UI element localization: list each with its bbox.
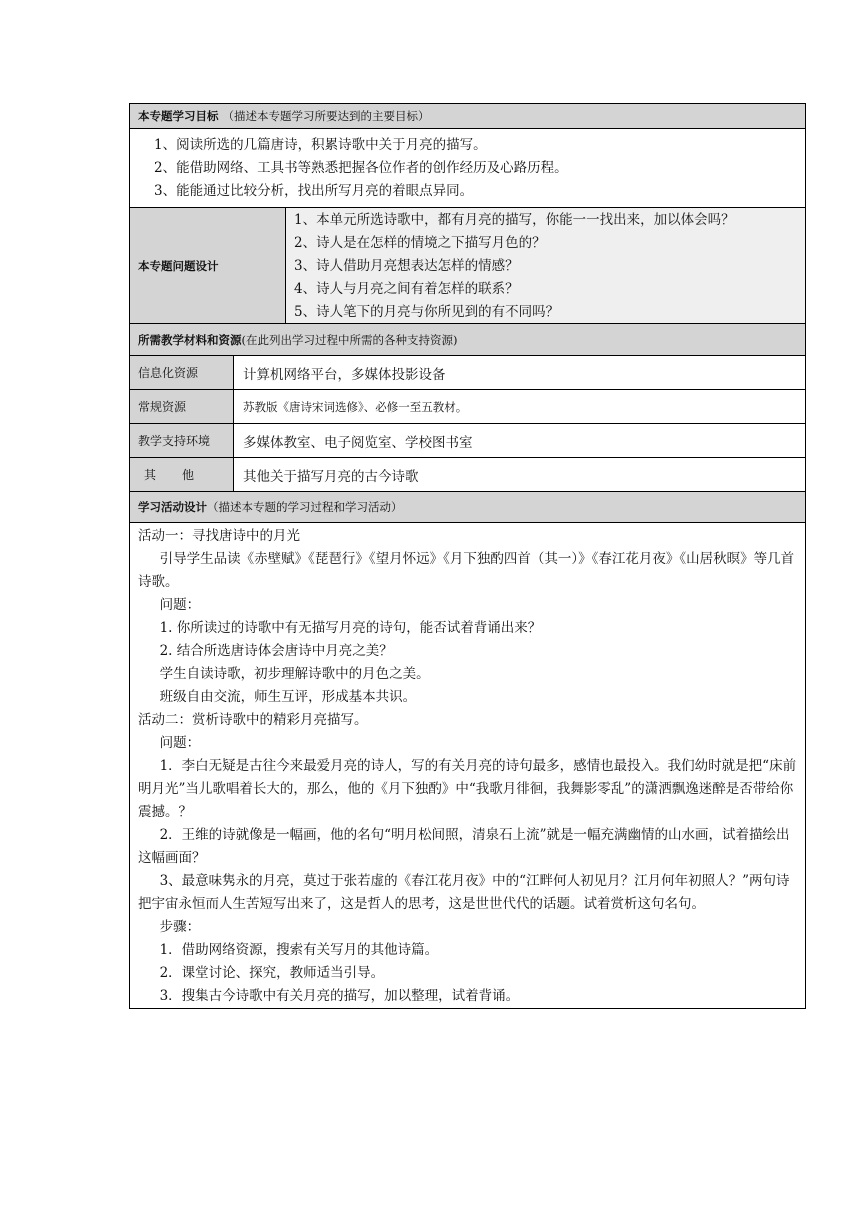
resources-header (130, 324, 805, 356)
activity-body (130, 523, 805, 1008)
resources-header-title: 所需教学材料和资源 (138, 332, 242, 347)
resource-label: 信息化资源 (130, 356, 234, 389)
resource-label-part: 他 (182, 468, 195, 482)
questions-label: 本专题问题设计 (130, 208, 286, 323)
goals-header (130, 104, 805, 129)
activity-header (130, 492, 805, 523)
goal-item: 1、阅读所选的几篇唐诗，积累诗歌中关于月亮的描写。 (154, 137, 487, 153)
resource-value: 计算机网络平台，多媒体投影设备 (243, 366, 446, 383)
activity-paragraph: 班级自由交流，师生互评，形成基本共识。 (159, 689, 417, 705)
questions-list (286, 208, 805, 323)
questions-row (130, 208, 805, 324)
activity-header-title: 学习活动设计 (138, 500, 207, 514)
resources-header-note: (在此列出学习过程中所需的各种支持资源) (241, 332, 458, 347)
resource-label (130, 458, 234, 491)
activity-paragraph: 1．借助网络资源，搜索有关写月的其他诗篇。 (159, 942, 439, 958)
goal-item: 3、能能通过比较分析，找出所写月亮的着眼点异同。 (154, 183, 474, 199)
resource-row-digital (130, 356, 805, 390)
question-item: 4、诗人与月亮之间有着怎样的联系？ (294, 281, 519, 297)
activity-paragraph: 问题： (159, 597, 201, 613)
resource-row-environment (130, 424, 805, 458)
activity-paragraph: 2．王维的诗就像是一幅画，他的名句“明月松间照，清泉石上流”就是一幅充满幽情的山水画，试着描绘出这幅画面？ (138, 827, 790, 866)
activity-paragraph: 问题： (159, 735, 201, 751)
activity-paragraph: 学生自读诗歌，初步理解诗歌中的月色之美。 (159, 666, 430, 682)
goals-header-note: （描述本专题学习所要达到的主要目标） (222, 109, 430, 123)
activity-paragraph: 3、最意味隽永的月亮，莫过于张若虚的《春江花月夜》中的“江畔何人初见月？江月何年初照人？”两句诗把宇宙永恒而人生苦短写出来了，这是哲人的思考，这是世世代代的话题。试着赏析这句名句。 (138, 873, 790, 912)
activity-paragraph: 引导学生品读《赤壁赋》《琵琶行》《望月怀远》《月下独酌四首（其一）》《春江花月夜》《山居秋暝》等几首诗歌。 (138, 551, 795, 590)
resource-value: 苏教版《唐诗宋词选修》、必修一至五教材。 (243, 399, 468, 414)
resource-row-regular (130, 390, 805, 424)
activity-paragraph: 2．课堂讨论、探究，教师适当引导。 (159, 965, 385, 981)
activity-paragraph: 2. 结合所选唐诗体会唐诗中月亮之美？ (159, 643, 393, 659)
question-item: 2、诗人是在怎样的情境之下描写月色的？ (294, 235, 546, 251)
activity-paragraph: 步骤： (159, 919, 201, 935)
resource-label: 教学支持环境 (130, 424, 234, 457)
question-item: 1、本单元所选诗歌中，都有月亮的描写，你能一一找出来，加以体会吗？ (294, 212, 735, 228)
goal-item: 2、能借助网络、工具书等熟悉把握各位作者的创作经历及心路历程。 (154, 160, 568, 176)
activity-title: 活动一：寻找唐诗中的月光 (138, 528, 300, 544)
question-item: 3、诗人借助月亮想表达怎样的情感？ (294, 258, 519, 274)
resource-label-part: 其 (144, 468, 157, 482)
question-item: 5、诗人笔下的月亮与你所见到的有不同吗？ (294, 304, 560, 320)
activity-paragraph: 1．李白无疑是古往今来最爱月亮的诗人，写的有关月亮的诗句最多，感情也最投入。我们幼时就是把“床前明月光”当儿歌唱着长大的，那么，他的《月下独酌》中“我歌月徘徊，我舞影零乱”的潇洒飘逸迷醉是否带给你震撼。？ (138, 758, 797, 820)
resource-label: 常规资源 (130, 390, 234, 423)
resource-value: 多媒体教室、电子阅览室、学校图书室 (243, 434, 473, 451)
lesson-plan-table (129, 103, 806, 1009)
activity-paragraph: 3．搜集古今诗歌中有关月亮的描写，加以整理，试着背诵。 (159, 988, 520, 1004)
resource-row-other (130, 458, 805, 492)
activity-header-note: （描述本专题的学习过程和学习活动） (207, 500, 403, 514)
activity-title: 活动二：赏析诗歌中的精彩月亮描写。 (138, 712, 368, 728)
activity-paragraph: 1. 你所读过的诗歌中有无描写月亮的诗句，能否试着背诵出来？ (159, 620, 542, 636)
goals-list (130, 129, 805, 208)
resource-value: 其他关于描写月亮的古今诗歌 (243, 468, 419, 485)
goals-header-title: 本专题学习目标 (138, 109, 219, 123)
